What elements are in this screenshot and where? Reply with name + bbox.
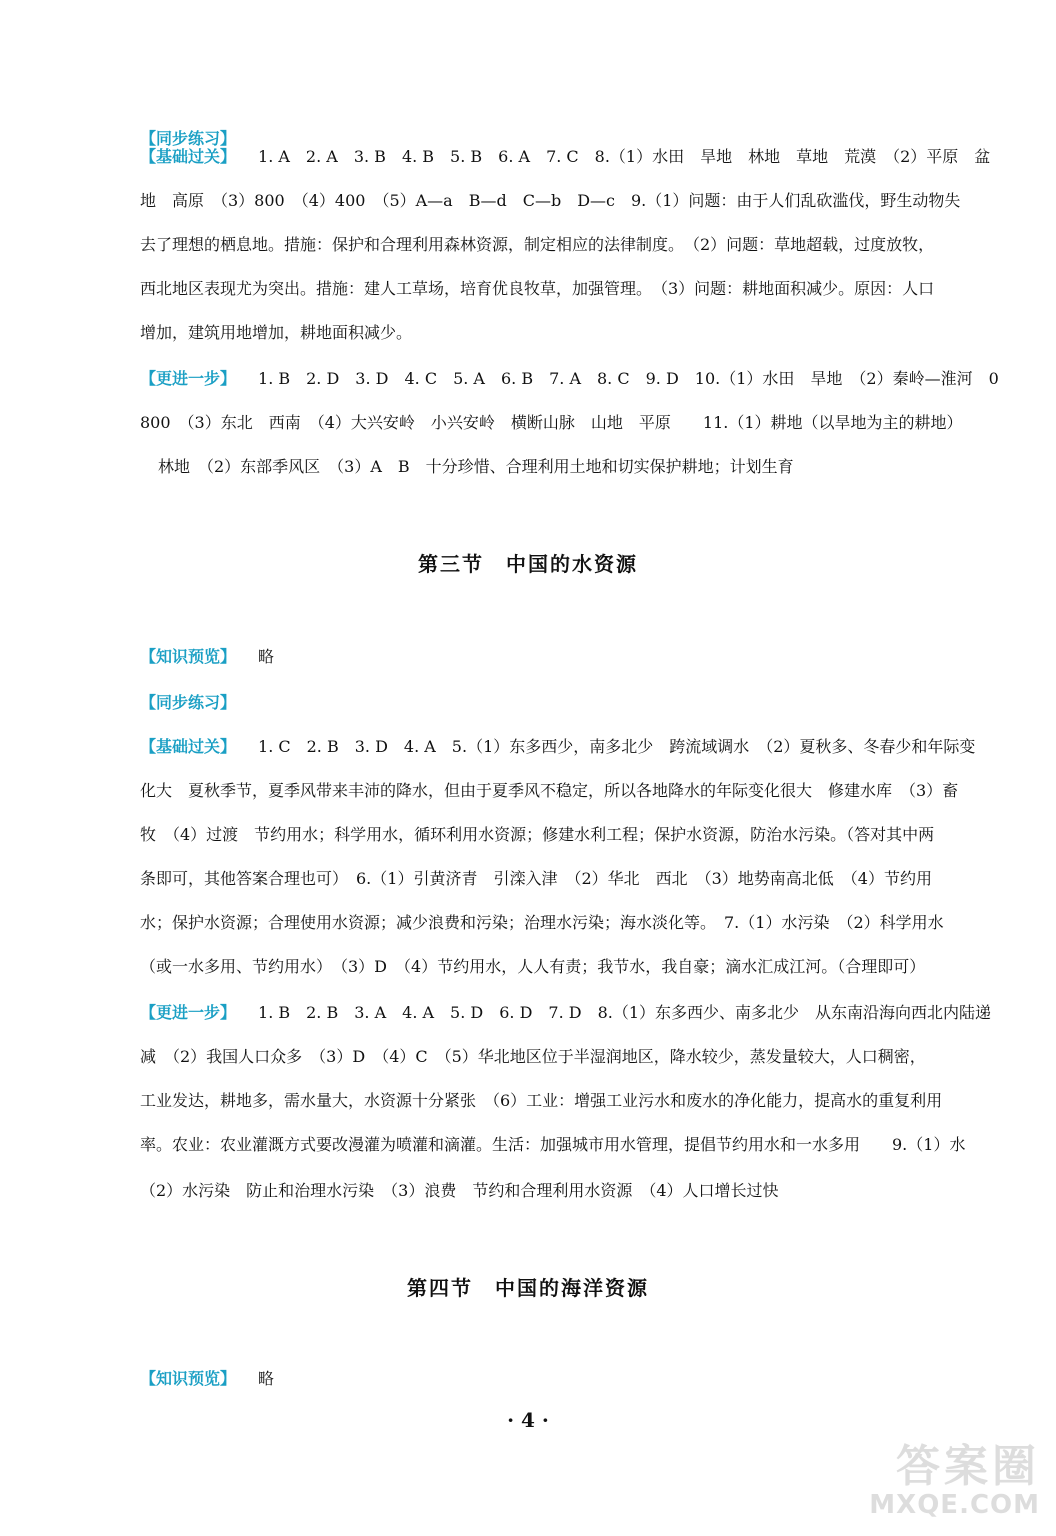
answer-line: （或一水多用、节约用水） （3）D （4）节约用水，人人有责；我节水，我自豪；滴水汇成江河。（合理即可）	[140, 957, 926, 976]
watermark-logo-text: 答案圈	[896, 1441, 1040, 1492]
answer-line	[140, 736, 1010, 758]
answer-line: 率。农业：农业灌溉方式要改漫灌为喷灌和滴灌。生活：加强城市用水管理，提倡节约用水和一水多用 9.（1）水	[140, 1135, 966, 1154]
answer-line: 减 （2）我国人口众多 （3）D （4）C （5）华北地区位于半湿润地区，降水较少，蒸发量较大，人口稠密，	[140, 1047, 926, 1066]
answer-line: 水；保护水资源；合理使用水资源；减少浪费和污染；治理水污染；海水淡化等。 7.（1）水污染 （2）科学用水	[140, 913, 944, 932]
answer-line	[140, 146, 1010, 168]
answer-line: 条即可，其他答案合理也可） 6.（1）引黄济青 引滦入津 （2）华北 西北 （3）地势南高北低 （4）节约用	[140, 869, 932, 888]
answer-line: 去了理想的栖息地。措施：保护和合理利用森林资源，制定相应的法律制度。 （2）问题：草地超载，过度放牧，	[140, 235, 935, 254]
answer-text: 1. B 2. D 3. D 4. C 5. A 6. B 7. A 8. C 9. D 10.（1）水田 旱地 （2）秦岭—淮河 0	[258, 369, 999, 388]
section-tag: 【同步练习】	[140, 129, 237, 148]
answer-text: 1. B 2. B 3. A 4. A 5. D 6. D 7. D 8.（1）东多西少、南多北少 从东南沿海向西北内陆递	[258, 1003, 992, 1022]
knowledge-preview	[140, 646, 1010, 668]
answer-line: 增加，建筑用地增加，耕地面积减少。	[140, 323, 413, 342]
watermark-logo	[850, 1430, 1040, 1520]
answer-text: 1. C 2. B 3. D 4. A 5.（1）东多西少，南多北少 跨流域调水 （2）夏秋多、冬春少和年际变	[258, 737, 976, 756]
answer-line	[140, 1002, 1010, 1024]
section-tag: 【基础过关】	[140, 737, 237, 756]
answer-line: （2）水污染 防止和治理水污染 （3）浪费 节约和合理利用水资源 （4）人口增长过快	[140, 1181, 779, 1200]
knowledge-preview	[140, 1368, 1010, 1390]
sync-practice-heading	[140, 692, 1010, 714]
page-number: · 4 ·	[507, 1408, 549, 1432]
preview-text: 略	[258, 647, 275, 666]
section-tag: 【更进一步】	[140, 369, 237, 388]
section-tag: 【知识预览】	[140, 1369, 237, 1388]
watermark-url: MXQE.COM	[869, 1490, 1040, 1520]
answer-line	[140, 368, 1010, 390]
section-tag: 【知识预览】	[140, 647, 237, 666]
section-title: 第三节 中国的水资源	[418, 552, 638, 576]
section-tag: 【基础过关】	[140, 147, 237, 166]
answer-line: 林地 （2）东部季风区 （3）A B 十分珍惜、合理利用土地和切实保护耕地；计划生育	[158, 457, 794, 476]
answer-line: 工业发达，耕地多，需水量大，水资源十分紧张 （6）工业：增强工业污水和废水的净化能力，提高水的重复利用	[140, 1091, 943, 1110]
answer-line: 地 高原 （3）800 （4）400 （5）A—a B—d C—b D—c 9.（1）问题：由于人们乱砍滥伐，野生动物失	[140, 191, 961, 210]
answer-line: 西北地区表现尤为突出。措施：建人工草场，培育优良牧草，加强管理。 （3）问题：耕地面积减少。原因：人口	[140, 279, 935, 298]
answer-text: 1. A 2. A 3. B 4. B 5. B 6. A 7. C 8.（1）水田 旱地 林地 草地 荒漠 （2）平原 盆	[258, 147, 991, 166]
answer-line: 化大 夏秋季节，夏季风带来丰沛的降水，但由于夏季风不稳定，所以各地降水的年际变化很大 修建水库 （3）畜	[140, 781, 959, 800]
answer-line: 800 （3）东北 西南 （4）大兴安岭 小兴安岭 横断山脉 山地 平原 11.（1）耕地（以旱地为主的耕地）	[140, 413, 963, 432]
section-tag: 【同步练习】	[140, 693, 237, 712]
section-title: 第四节 中国的海洋资源	[407, 1276, 649, 1300]
preview-text: 略	[258, 1369, 275, 1388]
section-tag: 【更进一步】	[140, 1003, 237, 1022]
answer-line: 牧 （4）过渡 节约用水；科学用水，循环利用水资源；修建水利工程；保护水资源，防治水污染。（答对其中两	[140, 825, 935, 844]
